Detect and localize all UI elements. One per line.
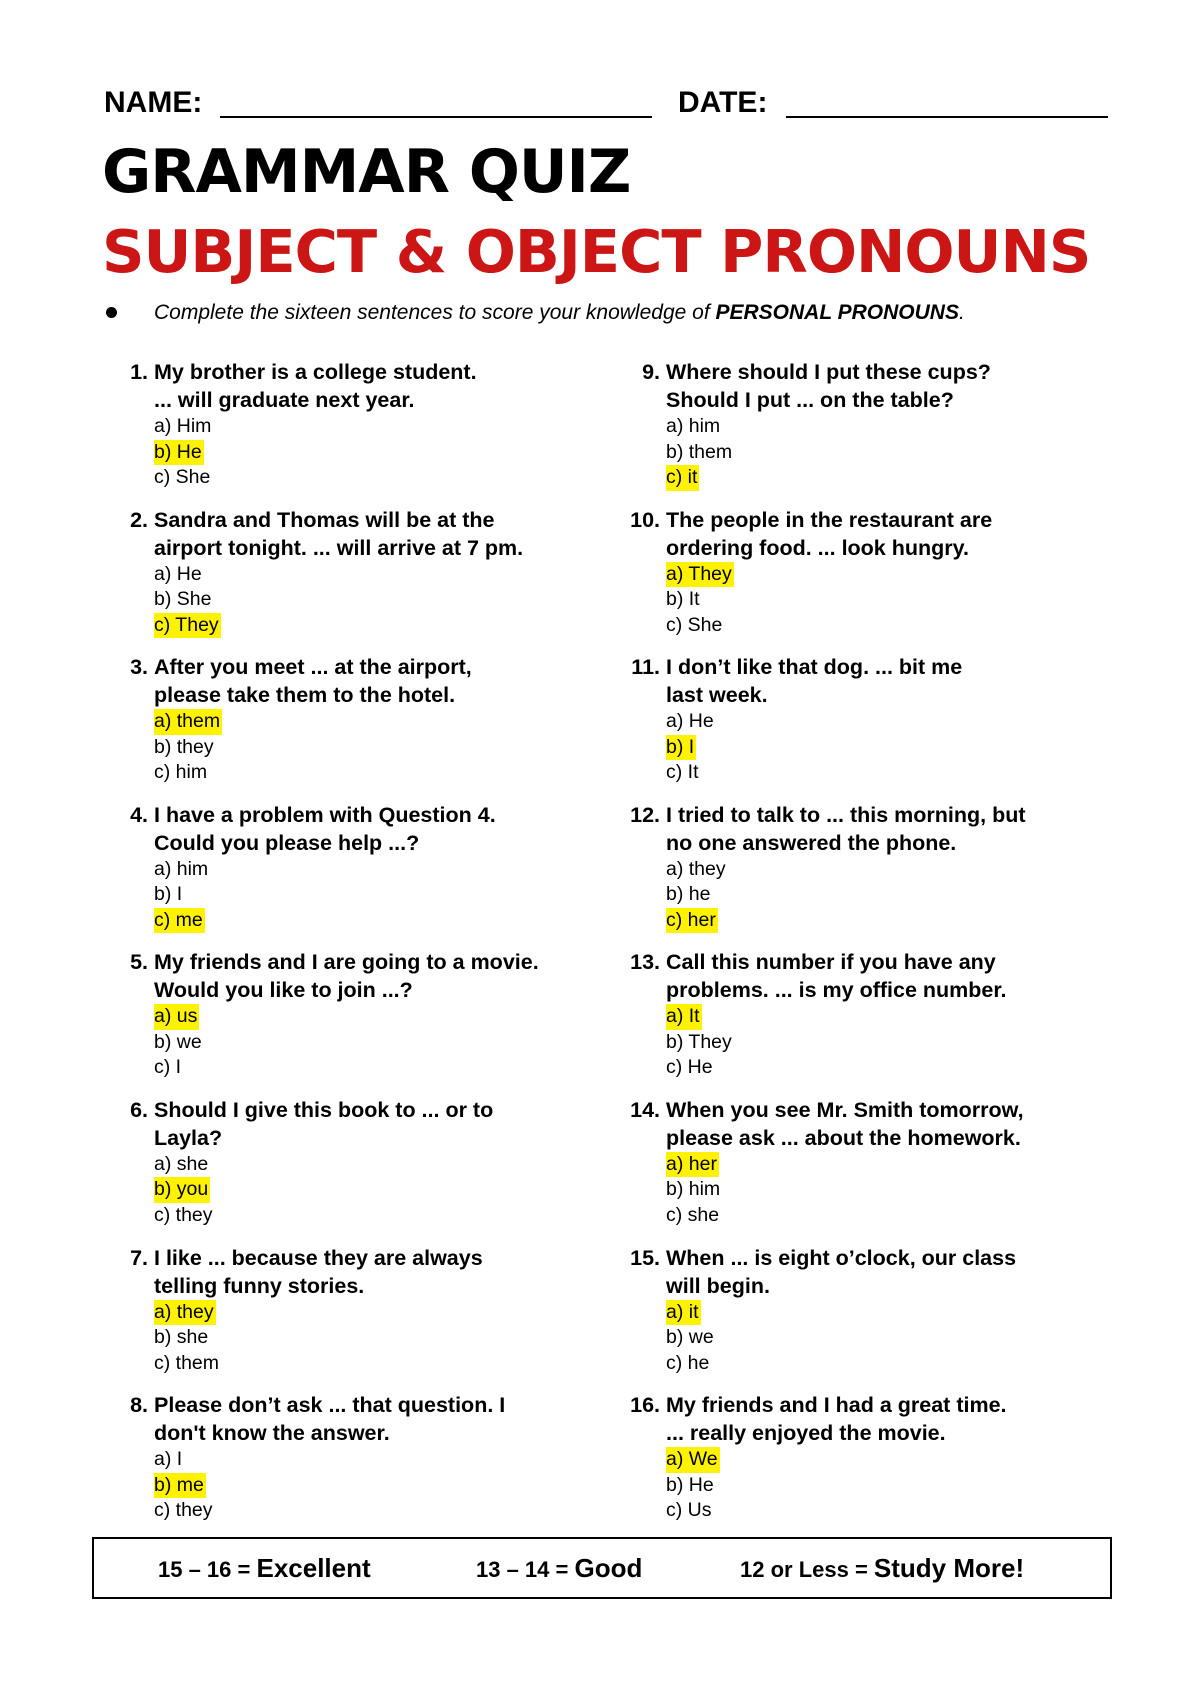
- answer-option[interactable]: b) They: [666, 1030, 732, 1053]
- question-column-left: [104, 358, 574, 1539]
- answer-option[interactable]: c) he: [666, 1351, 710, 1374]
- question-body: [154, 653, 594, 786]
- page-subtitle: SUBJECT & OBJECT PRONOUNS: [102, 217, 1091, 286]
- answer-options: [154, 414, 594, 491]
- question-number: 11.: [631, 655, 660, 680]
- answer-options: [154, 709, 594, 786]
- answer-option[interactable]: b) She: [154, 588, 212, 611]
- question-item: [104, 948, 574, 1096]
- question-text: After you meet ... at the airport, please take them to the hotel.: [154, 655, 472, 708]
- score-item-excellent: [158, 1553, 371, 1584]
- answer-option[interactable]: c) I: [154, 1056, 182, 1079]
- answer-option[interactable]: b) I: [154, 883, 183, 906]
- answer-options: [154, 1152, 594, 1229]
- date-label: DATE:: [678, 86, 768, 119]
- answer-options: [666, 1300, 1106, 1377]
- question-item: [616, 1244, 1086, 1392]
- answer-options: [154, 562, 594, 639]
- question-body: [666, 653, 1106, 786]
- answer-options: [666, 709, 1106, 786]
- question-item: [616, 506, 1086, 654]
- question-body: [666, 801, 1106, 934]
- answer-option-correct[interactable]: a) them: [154, 709, 222, 735]
- question-text: When ... is eight o’clock, our class will begin.: [666, 1245, 1017, 1298]
- question-number: 16.: [630, 1393, 660, 1418]
- question-text: Please don’t ask ... that question. I don't know the answer.: [154, 1393, 506, 1446]
- answer-option-correct[interactable]: b) He: [154, 440, 204, 466]
- score-range: 12 or Less =: [740, 1557, 874, 1582]
- question-text: My brother is a college student. ... will graduate next year.: [154, 360, 477, 412]
- question-body: [666, 948, 1106, 1081]
- question-text: Where should I put these cups? Should I put ... on the table?: [666, 360, 991, 412]
- answer-option-correct[interactable]: c) me: [154, 908, 205, 934]
- question-item: [104, 506, 574, 654]
- score-item-good: [476, 1553, 642, 1584]
- score-grade: Study More!: [873, 1553, 1025, 1583]
- question-item: [104, 358, 574, 506]
- question-body: [154, 1244, 594, 1377]
- answer-option[interactable]: b) It: [666, 588, 700, 611]
- answer-option-correct[interactable]: a) We: [666, 1447, 720, 1473]
- question-number: 10.: [630, 507, 660, 532]
- answer-option[interactable]: c) She: [666, 613, 723, 636]
- answer-options: [666, 1152, 1106, 1229]
- answer-option-correct[interactable]: a) They: [666, 562, 734, 588]
- answer-options: [154, 1447, 594, 1524]
- answer-option[interactable]: b) he: [666, 883, 711, 906]
- answer-options: [666, 562, 1106, 639]
- name-blank-line[interactable]: [220, 116, 652, 118]
- answer-option[interactable]: c) she: [666, 1203, 720, 1226]
- question-body: [154, 801, 594, 934]
- answer-option[interactable]: b) them: [666, 440, 733, 463]
- instruction-body: Complete the sixteen sentences to score your knowledge of: [154, 301, 716, 324]
- score-range: 15 – 16 =: [158, 1557, 257, 1582]
- answer-option[interactable]: a) she: [154, 1152, 209, 1175]
- score-range: 13 – 14 =: [476, 1557, 575, 1582]
- answer-option-correct[interactable]: a) It: [666, 1004, 702, 1030]
- question-number: 3.: [130, 655, 148, 680]
- question-item: [104, 653, 574, 801]
- question-text: Call this number if you have any problems. ... is my office number.: [666, 950, 1007, 1003]
- instruction-emphasis: PERSONAL PRONOUNS: [715, 301, 959, 324]
- question-body: [154, 506, 594, 639]
- answer-option-correct[interactable]: a) it: [666, 1300, 701, 1326]
- answer-options: [666, 414, 1106, 491]
- question-number: 4.: [130, 802, 148, 827]
- name-label: NAME:: [104, 86, 203, 119]
- answer-option[interactable]: a) Him: [154, 415, 212, 437]
- instruction-end: .: [958, 301, 965, 324]
- question-number: 8.: [130, 1393, 148, 1418]
- answer-options: [666, 1447, 1106, 1524]
- answer-option-correct[interactable]: a) us: [154, 1004, 199, 1030]
- answer-options: [154, 857, 594, 934]
- question-item: [616, 1096, 1086, 1244]
- score-grade: Good: [574, 1553, 643, 1583]
- question-number: 13.: [630, 950, 660, 975]
- question-body: [666, 1391, 1106, 1524]
- question-body: [666, 1096, 1106, 1229]
- score-item-study-more: [740, 1553, 1024, 1584]
- question-text: I like ... because they are always telling funny stories.: [154, 1245, 483, 1298]
- answer-option[interactable]: c) Us: [666, 1499, 712, 1522]
- question-item: [104, 801, 574, 949]
- question-number: 14.: [630, 1097, 660, 1122]
- question-body: [666, 358, 1106, 491]
- question-item: [104, 1096, 574, 1244]
- question-text: Should I give this book to ... or to Layla?: [154, 1097, 494, 1150]
- question-item: [104, 1391, 574, 1539]
- answer-option[interactable]: b) we: [666, 1326, 714, 1349]
- question-column-right: [616, 358, 1086, 1539]
- question-text: I don’t like that dog. ... bit me last week.: [666, 655, 963, 708]
- answer-option-correct[interactable]: c) her: [666, 908, 718, 934]
- question-number: 2.: [130, 507, 148, 532]
- answer-option[interactable]: b) we: [154, 1030, 202, 1053]
- answer-option[interactable]: a) they: [666, 857, 726, 880]
- answer-option[interactable]: a) I: [154, 1448, 183, 1471]
- question-number: 1.: [130, 360, 148, 384]
- date-blank-line[interactable]: [786, 116, 1108, 118]
- score-grade: Excellent: [256, 1553, 371, 1583]
- answer-option[interactable]: b) him: [666, 1178, 721, 1201]
- question-number: 7.: [130, 1245, 148, 1270]
- question-body: [154, 1391, 594, 1524]
- question-item: [616, 801, 1086, 949]
- answer-options: [666, 1004, 1106, 1081]
- question-body: [154, 1096, 594, 1229]
- question-item: [616, 1391, 1086, 1539]
- answer-option[interactable]: c) him: [154, 761, 208, 784]
- question-item: [616, 948, 1086, 1096]
- answer-option[interactable]: a) He: [666, 710, 714, 733]
- answer-option-correct[interactable]: c) They: [154, 613, 221, 639]
- answer-option[interactable]: b) they: [154, 735, 214, 758]
- answer-option[interactable]: c) She: [154, 466, 211, 488]
- question-body: [154, 948, 594, 1081]
- question-number: 12.: [630, 802, 660, 827]
- answer-options: [666, 857, 1106, 934]
- question-text: When you see Mr. Smith tomorrow, please ask ... about the homework.: [666, 1097, 1024, 1150]
- question-body: [666, 1244, 1106, 1377]
- question-text: Sandra and Thomas will be at the airport tonight. ... will arrive at 7 pm.: [154, 507, 524, 560]
- question-number: 9.: [642, 360, 660, 384]
- question-number: 5.: [130, 950, 148, 975]
- answer-option[interactable]: c) them: [154, 1351, 220, 1374]
- answer-option-correct[interactable]: b) me: [154, 1473, 206, 1499]
- question-item: [616, 358, 1086, 506]
- question-body: [154, 358, 594, 491]
- page-title: GRAMMAR QUIZ: [102, 137, 631, 207]
- question-text: My friends and I had a great time. ... really enjoyed the movie.: [666, 1393, 1007, 1446]
- scoring-box: [92, 1537, 1112, 1599]
- answer-option[interactable]: c) He: [666, 1056, 713, 1079]
- answer-option[interactable]: b) He: [666, 1473, 714, 1496]
- answer-option[interactable]: a) He: [154, 562, 202, 585]
- question-text: I tried to talk to ... this morning, but no one answered the phone.: [666, 802, 1026, 855]
- header-row: [104, 86, 1104, 126]
- answer-option[interactable]: a) him: [154, 857, 209, 880]
- question-number: 6.: [130, 1097, 148, 1122]
- answer-option[interactable]: c) they: [154, 1203, 213, 1226]
- answer-option-correct[interactable]: c) it: [666, 465, 699, 491]
- answer-option[interactable]: b) she: [154, 1326, 209, 1349]
- bullet-icon: [106, 307, 117, 318]
- answer-option-correct[interactable]: a) her: [666, 1152, 719, 1178]
- question-body: [666, 506, 1106, 639]
- instruction-text: [154, 298, 965, 328]
- question-item: [104, 1244, 574, 1392]
- question-text: My friends and I are going to a movie. Would you like to join ...?: [154, 950, 539, 1003]
- question-text: I have a problem with Question 4. Could you please help ...?: [154, 802, 496, 855]
- answer-option-correct[interactable]: b) I: [666, 735, 696, 761]
- answer-option-correct[interactable]: b) you: [154, 1177, 210, 1203]
- question-text: The people in the restaurant are ordering food. ... look hungry.: [666, 507, 993, 560]
- question-item: [616, 653, 1086, 801]
- answer-option[interactable]: c) It: [666, 761, 699, 784]
- answer-option[interactable]: a) him: [666, 415, 721, 437]
- answer-options: [154, 1300, 594, 1377]
- answer-options: [154, 1004, 594, 1081]
- answer-option-correct[interactable]: a) they: [154, 1300, 216, 1326]
- answer-option[interactable]: c) they: [154, 1499, 213, 1522]
- question-number: 15.: [630, 1245, 660, 1270]
